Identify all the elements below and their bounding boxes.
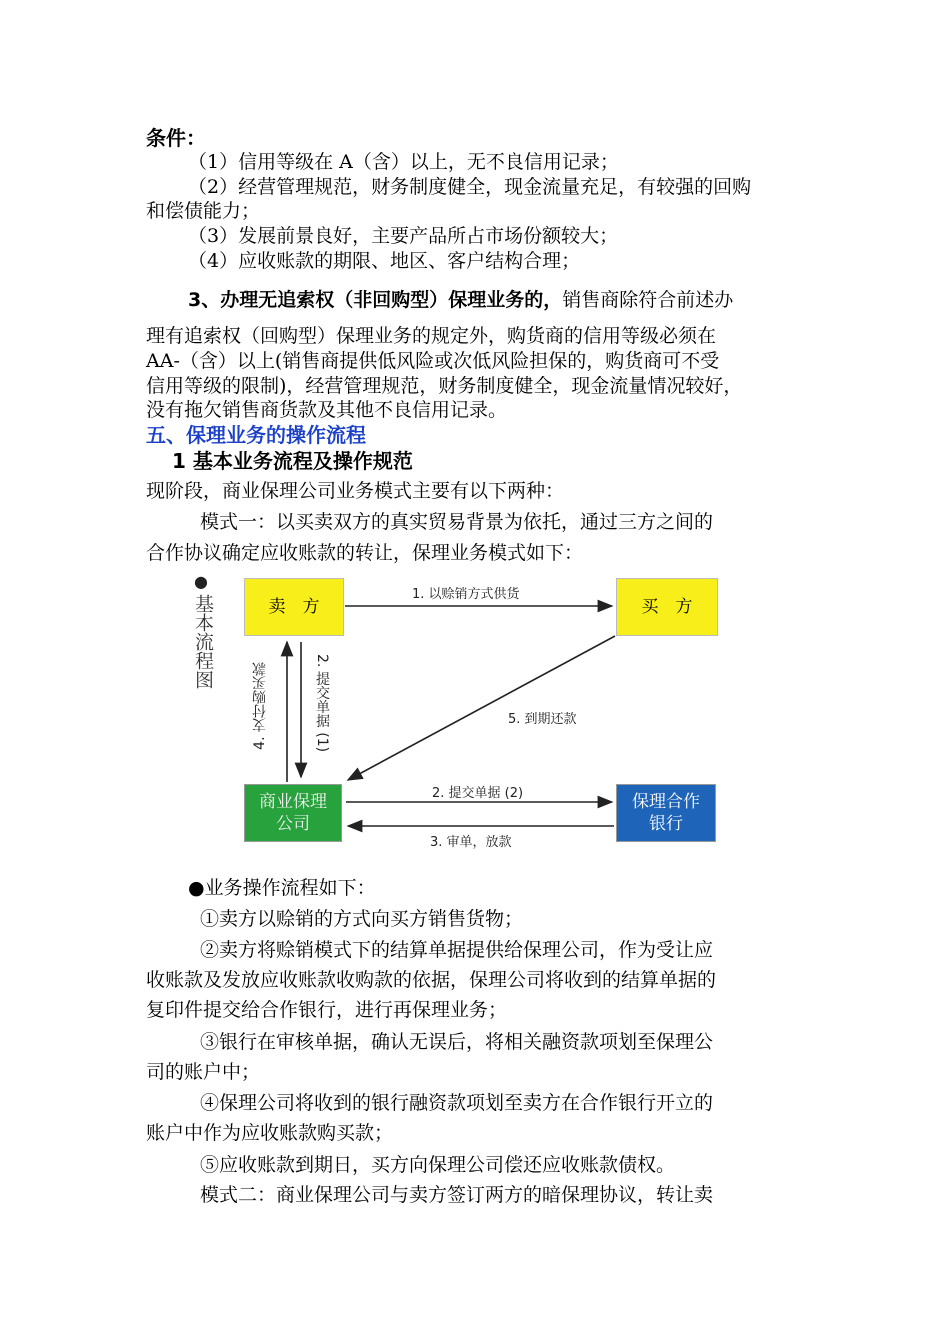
seller-box: 卖 方 xyxy=(244,578,344,636)
condition-4: （4）应收账款的期限、地区、客户结构合理； xyxy=(188,250,581,272)
condition-2-line2: 和偿债能力； xyxy=(146,200,261,222)
step-4-line1: ④保理公司将收到的银行融资款项划至卖方在合作银行开立的 xyxy=(200,1092,714,1114)
section-5-heading: 五、保理业务的操作流程 xyxy=(146,423,366,447)
step-3-line1: ③银行在审核单据，确认无误后，将相关融资款项划至保理公 xyxy=(200,1031,714,1053)
step-3-line2: 司的账户中； xyxy=(146,1061,261,1083)
partner-bank-box: 保理合作银行 xyxy=(616,784,716,842)
diagram-side-title: 基本流程图 xyxy=(192,594,214,689)
para3-rest: 销售商除符合前述办 xyxy=(562,289,734,311)
label-arrow-3: 3. 审单，放款 xyxy=(430,835,512,850)
buyer-box: 买 方 xyxy=(616,578,718,636)
para3-bold-lead: 3、办理无追索权（非回购型）保理业务的， xyxy=(188,289,563,311)
label-arrow-4: 4. 支付购买款 xyxy=(252,662,268,750)
step-2-line3: 复印件提交给合作银行，进行再保理业务； xyxy=(146,999,508,1021)
para3-line4: 信用等级的限制)，经营管理规范，财务制度健全，现金流量情况较好， xyxy=(146,375,743,397)
condition-1: （1）信用等级在 A（含）以上，无不良信用记录； xyxy=(188,151,619,173)
mode-intro: 现阶段，商业保理公司业务模式主要有以下两种： xyxy=(146,480,565,502)
condition-2-line1: （2）经营管理规范，财务制度健全，现金流量充足，有较强的回购 xyxy=(188,176,752,198)
label-arrow-2b: 2. 提交单据 (2) xyxy=(432,786,524,801)
step-2-line2: 收账款及发放应收账款收购款的依据，保理公司将收到的结算单据的 xyxy=(146,969,717,991)
para3-line1 xyxy=(188,288,733,312)
label-arrow-5: 5. 到期还款 xyxy=(508,712,577,727)
para3-line5: 没有拖欠销售商货款及其他不良信用记录。 xyxy=(146,399,508,421)
step-1: ①卖方以赊销的方式向买方销售货物； xyxy=(200,908,524,930)
para3-line3: AA-（含）以上(销售商提供低风险或次低风险担保的，购货商可不受 xyxy=(146,350,720,372)
ops-heading: ●业务操作流程如下： xyxy=(188,877,376,899)
label-arrow-1: 1. 以赊销方式供货 xyxy=(412,587,520,602)
basic-flow-diagram xyxy=(190,570,730,860)
diagram-bullet: ● xyxy=(194,572,208,591)
mode1-line1: 模式一：以买卖双方的真实贸易背景为依托，通过三方之间的 xyxy=(200,511,714,533)
step-5: ⑤应收账款到期日，买方向保理公司偿还应收账款债权。 xyxy=(200,1154,676,1176)
mode2-line1: 模式二：商业保理公司与卖方签订两方的暗保理协议，转让卖 xyxy=(200,1184,714,1206)
subsection-heading: 1 基本业务流程及操作规范 xyxy=(172,449,413,473)
conditions-title: 条件： xyxy=(146,126,206,150)
factoring-company-box: 商业保理公司 xyxy=(244,784,342,842)
step-4-line2: 账户中作为应收账款购买款； xyxy=(146,1122,394,1144)
mode1-line2: 合作协议确定应收账款的转让，保理业务模式如下： xyxy=(146,542,584,564)
step-2-line1: ②卖方将赊销模式下的结算单据提供给保理公司，作为受让应 xyxy=(200,939,714,961)
para3-line2: 理有追索权（回购型）保理业务的规定外，购货商的信用等级必须在 xyxy=(146,325,717,347)
label-arrow-2a: 2. 提交单据 (1) xyxy=(314,654,330,753)
condition-3: （3）发展前景良好，主要产品所占市场份额较大； xyxy=(188,225,619,247)
